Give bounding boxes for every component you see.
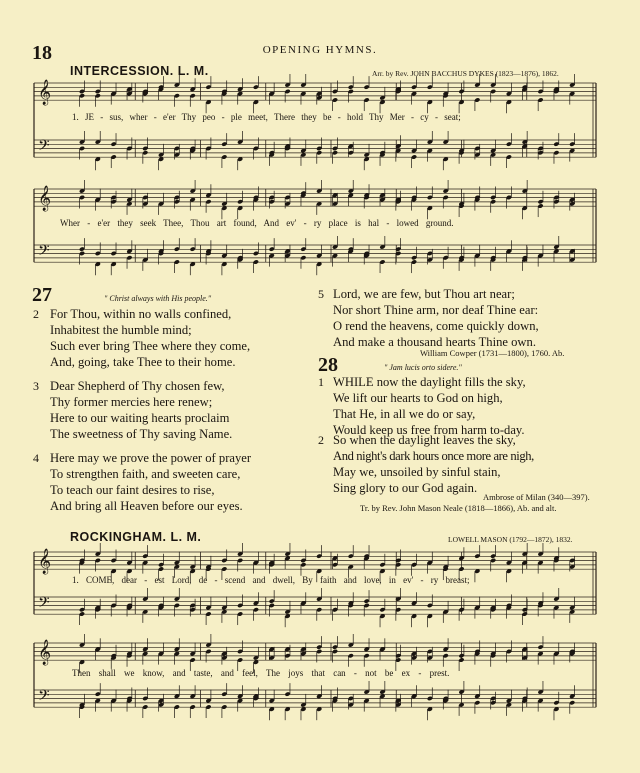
treble-clef-icon: 𝄞	[38, 640, 52, 665]
verse-line: And, going, take Thee to their home.	[50, 355, 236, 369]
verse-line: Sing glory to our God again.	[333, 481, 478, 495]
hymn-28-attribution-author: Ambrose of Milan (340—397).	[483, 492, 590, 502]
verse-line: May we, unsoiled by sinful stain,	[333, 465, 501, 479]
verse-line: Here to our waiting hearts proclaim	[50, 411, 230, 425]
lyrics-intercession-line1: 1. JE - sus, wher - e'er Thy peo - ple meet, There they be - hold Thy Mer - cy - seat;	[72, 112, 461, 122]
treble-clef-icon: 𝄞	[38, 80, 52, 105]
verse-number: 2	[318, 433, 324, 447]
verse-line: For Thou, within no walls confined,	[50, 307, 232, 321]
bass-clef-icon: 𝄢	[38, 687, 50, 708]
verse-number: 3	[33, 379, 39, 393]
verse-line: So when the daylight leaves the sky,	[333, 433, 516, 447]
verse-line: To teach our faint desires to rise,	[50, 483, 215, 497]
lyrics-rockingham-line1: 1. COME, dear - est Lord, de - scend and dwell, By faith and love, in ev' - ry breast;	[72, 575, 470, 585]
hymn-27-attribution: William Cowper (1731—1800), 1760. Ab.	[420, 348, 565, 358]
verse-number: 2	[33, 307, 39, 321]
lyrics-intercession-line2: Wher - e'er they seek Thee, Thou art found, And ev' - ry place is hal - lowed ground.	[60, 218, 454, 228]
verse-line: Lord, we are few, but Thou art near;	[333, 287, 515, 301]
tune-title-intercession: INTERCESSION. L. M.	[70, 64, 209, 78]
verse-line: We lift our hearts to God on high,	[333, 391, 503, 405]
hymn-28-epigraph: " Jam lucis orto sidere."	[384, 363, 462, 372]
verse-line: Dear Shepherd of Thy chosen few,	[50, 379, 225, 393]
verse-line: To strengthen faith, and sweeten care,	[50, 467, 241, 481]
tune-credit-rockingham: LOWELL MASON (1792—1872), 1832.	[448, 535, 573, 544]
verse-line: Would keep us free from harm to-day.	[333, 423, 525, 437]
treble-clef-icon: 𝄞	[38, 186, 52, 211]
verse-line: And make a thousand hearts Thine own.	[333, 335, 536, 349]
verse-line: Nor short Thine arm, nor deaf Thine ear:	[333, 303, 539, 317]
verse-line: Inhabitest the humble mind;	[50, 323, 192, 337]
verse-line: And bring all Heaven before our eyes.	[50, 499, 243, 513]
verse-line: And night's dark hours once more are nigh,	[333, 449, 534, 463]
hymn-28-attribution-translator: Tr. by Rev. John Mason Neale (1818—1866), Ab. and alt.	[360, 503, 557, 513]
verse-number: 1	[318, 375, 324, 389]
treble-clef-icon: 𝄞	[38, 549, 52, 574]
bass-clef-icon: 𝄢	[38, 594, 50, 615]
verse-line: Here may we prove the power of prayer	[50, 451, 252, 465]
verse-number: 5	[318, 287, 324, 301]
verse-line: That He, in all we do or say,	[333, 407, 476, 421]
hymn-27-epigraph: " Christ always with His people."	[104, 294, 212, 303]
hymn-number-27: 27	[32, 284, 52, 306]
verse-line: The sweetness of Thy saving Name.	[50, 427, 233, 441]
verse-line: WHILE now the daylight fills the sky,	[333, 375, 526, 389]
tune-credit-intercession: Arr. by Rev. JOHN BACCHUS DYKES (1823—1876), 1862.	[372, 69, 559, 78]
lyrics-rockingham-line2: Then shall we know, and taste, and feel, The joys that can - not be ex - prest.	[72, 668, 450, 678]
bass-clef-icon: 𝄢	[38, 137, 50, 158]
verse-line: Thy former mercies here renew;	[50, 395, 213, 409]
verse-number: 4	[33, 451, 39, 465]
running-head: OPENING HYMNS.	[262, 44, 378, 56]
page-number: 18	[32, 42, 52, 64]
tune-title-rockingham: ROCKINGHAM. L. M.	[70, 530, 202, 544]
hymn-number-28: 28	[318, 354, 338, 376]
bass-clef-icon: 𝄢	[38, 242, 50, 263]
verse-line: O rend the heavens, come quickly down,	[333, 319, 539, 333]
verse-line: Such ever bring Thee where they come,	[50, 339, 251, 353]
